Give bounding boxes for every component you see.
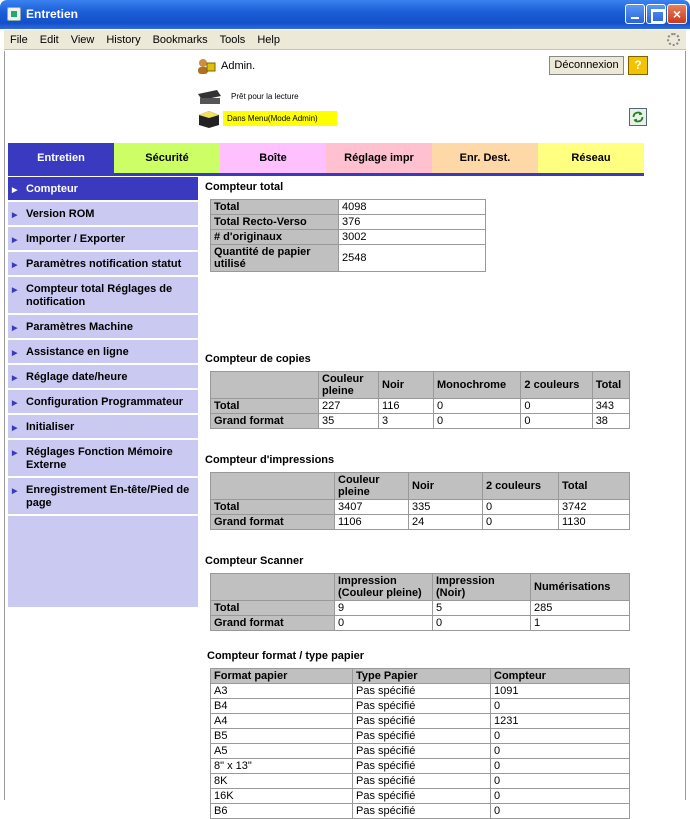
column-header: 2 couleurs: [483, 473, 559, 500]
column-header: Couleur pleine: [319, 372, 379, 399]
tab-securite[interactable]: Sécurité: [114, 143, 220, 173]
cell-value: 4098: [339, 200, 486, 215]
cell-value: 1106: [335, 515, 409, 530]
loading-throbber-icon: [667, 33, 680, 46]
cell-value: 0: [491, 744, 630, 759]
admin-user-icon: [196, 57, 216, 75]
cell-value: 3: [379, 414, 434, 429]
cell-value: 38: [592, 414, 629, 429]
minimize-button[interactable]: [625, 4, 645, 24]
column-header: [211, 574, 335, 601]
column-header: Compteur: [491, 669, 630, 684]
sidebar-item-compteur-notification[interactable]: ▶ Compteur total Réglages de notification: [8, 277, 198, 315]
cell-value: 0: [491, 759, 630, 774]
cell-value: 0: [491, 789, 630, 804]
column-header: Impression (Couleur pleine): [335, 574, 433, 601]
tab-boite[interactable]: Boîte: [220, 143, 326, 173]
tab-entretien[interactable]: Entretien: [8, 143, 114, 173]
cell-value: Pas spécifié: [353, 744, 491, 759]
cell-value: Pas spécifié: [353, 804, 491, 819]
cell-value: Pas spécifié: [353, 789, 491, 804]
cell-value: 0: [521, 399, 592, 414]
total-table: [210, 199, 486, 272]
cell-value: 3407: [335, 500, 409, 515]
cell-value: 343: [592, 399, 629, 414]
menu-view[interactable]: View: [70, 34, 95, 46]
admin-user-label: Admin.: [221, 60, 256, 72]
row-label: Total Recto-Verso: [211, 215, 339, 230]
cell-value: B4: [211, 699, 353, 714]
cell-value: Pas spécifié: [353, 684, 491, 699]
cell-value: Pas spécifié: [353, 714, 491, 729]
column-header: Format papier: [211, 669, 353, 684]
cell-value: 8" x 13": [211, 759, 353, 774]
cell-value: 1: [531, 616, 630, 631]
tab-underline: [8, 173, 644, 176]
tab-enr-dest[interactable]: Enr. Dest.: [432, 143, 538, 173]
menu-file[interactable]: File: [10, 34, 28, 46]
section-title-paper: Compteur format / type papier: [207, 650, 365, 662]
cell-value: 0: [491, 699, 630, 714]
column-header: [211, 473, 335, 500]
cell-value: 16K: [211, 789, 353, 804]
column-header: Total: [592, 372, 629, 399]
cell-value: B5: [211, 729, 353, 744]
cell-value: 116: [379, 399, 434, 414]
row-label: # d'originaux: [211, 230, 339, 245]
cell-value: A5: [211, 744, 353, 759]
table-header-row: [211, 473, 630, 500]
column-header: 2 couleurs: [521, 372, 592, 399]
logout-button[interactable]: Déconnexion: [549, 56, 624, 75]
column-header: [211, 372, 319, 399]
cell-value: B6: [211, 804, 353, 819]
admin-mode-icon: [197, 109, 221, 129]
cell-value: 335: [409, 500, 483, 515]
table-row: [211, 699, 630, 714]
table-row: [211, 774, 630, 789]
table-row: [211, 245, 486, 272]
cell-value: Pas spécifié: [353, 729, 491, 744]
row-label: Total: [211, 399, 319, 414]
printer-icon: [195, 88, 223, 106]
row-label: Grand format: [211, 515, 335, 530]
sidebar-item-entete-pied[interactable]: ▶ Enregistrement En-tête/Pied de page: [8, 478, 198, 516]
cell-value: 1231: [491, 714, 630, 729]
column-header: Numérisations: [531, 574, 630, 601]
row-label: Quantité de papier utilisé: [211, 245, 339, 272]
cell-value: 3742: [559, 500, 630, 515]
main-tabs: [5, 143, 687, 173]
table-row: [211, 515, 630, 530]
column-header: Noir: [409, 473, 483, 500]
table-row: [211, 744, 630, 759]
table-header-row: [211, 372, 630, 399]
tab-reglage-impr[interactable]: Réglage impr: [326, 143, 432, 173]
column-header: Couleur pleine: [335, 473, 409, 500]
column-header: Noir: [379, 372, 434, 399]
cell-value: 376: [339, 215, 486, 230]
section-title-total: Compteur total: [205, 181, 284, 193]
cell-value: A4: [211, 714, 353, 729]
table-row: [211, 215, 486, 230]
table-row: [211, 804, 630, 819]
column-header: Impression (Noir): [433, 574, 531, 601]
menu-edit[interactable]: Edit: [39, 34, 59, 46]
cell-value: 24: [409, 515, 483, 530]
row-label: Grand format: [211, 616, 335, 631]
row-label: Total: [211, 200, 339, 215]
sidebar-item-memoire-externe[interactable]: ▶ Réglages Fonction Mémoire Externe: [8, 440, 198, 478]
table-row: [211, 399, 630, 414]
cell-value: 0: [434, 399, 521, 414]
paper-table: [210, 668, 630, 819]
sidebar-item-importer-exporter[interactable]: ▶ Importer / Exporter: [8, 227, 198, 252]
sidebar-item-compteur[interactable]: ▶ Compteur: [8, 177, 198, 202]
prints-table: [210, 472, 630, 530]
tab-reseau[interactable]: Réseau: [538, 143, 644, 173]
sidebar-item-date-heure[interactable]: ▶ Réglage date/heure: [8, 365, 198, 390]
table-row: [211, 759, 630, 774]
table-row: [211, 714, 630, 729]
menu-bar: [4, 30, 686, 50]
maximize-button[interactable]: [646, 4, 666, 24]
section-title-copies: Compteur de copies: [205, 353, 311, 365]
column-header: Total: [559, 473, 630, 500]
cell-value: 8K: [211, 774, 353, 789]
sidebar-item-assistance[interactable]: ▶ Assistance en ligne: [8, 340, 198, 365]
row-label: Total: [211, 601, 335, 616]
table-row: [211, 601, 630, 616]
table-row: [211, 414, 630, 429]
mode-banner: Dans Menu(Mode Admin): [223, 111, 337, 126]
printer-status: Prêt pour la lecture: [231, 92, 299, 101]
table-row: [211, 729, 630, 744]
window-title: Entretien: [26, 7, 79, 21]
menu-history[interactable]: History: [106, 34, 141, 46]
cell-value: 3002: [339, 230, 486, 245]
sidebar-item-notification-statut[interactable]: ▶ Paramètres notification statut: [8, 252, 198, 277]
app-icon: [7, 7, 21, 21]
sidebar: [8, 177, 198, 607]
row-label: Total: [211, 500, 335, 515]
table-header-row: [211, 669, 630, 684]
copies-table: [210, 371, 630, 429]
table-header-row: [211, 574, 630, 601]
refresh-icon[interactable]: [629, 108, 647, 126]
sidebar-item-programmateur[interactable]: ▶ Configuration Programmateur: [8, 390, 198, 415]
cell-value: 1130: [559, 515, 630, 530]
cell-value: 1091: [491, 684, 630, 699]
cell-value: 0: [491, 729, 630, 744]
menu-tools[interactable]: Tools: [219, 34, 246, 46]
cell-value: 5: [433, 601, 531, 616]
row-label: Grand format: [211, 414, 319, 429]
cell-value: 0: [483, 500, 559, 515]
cell-value: 285: [531, 601, 630, 616]
table-row: [211, 200, 486, 215]
menu-bookmarks[interactable]: Bookmarks: [152, 34, 208, 46]
table-row: [211, 616, 630, 631]
table-row: [211, 500, 630, 515]
sidebar-item-parametres-machine[interactable]: ▶ Paramètres Machine: [8, 315, 198, 340]
cell-value: 0: [483, 515, 559, 530]
cell-value: 227: [319, 399, 379, 414]
sidebar-item-version-rom[interactable]: ▶ Version ROM: [8, 202, 198, 227]
table-row: [211, 684, 630, 699]
menu-help[interactable]: Help: [257, 34, 280, 46]
section-title-prints: Compteur d'impressions: [205, 454, 335, 466]
cell-value: Pas spécifié: [353, 699, 491, 714]
cell-value: A3: [211, 684, 353, 699]
section-title-scanner: Compteur Scanner: [205, 555, 304, 567]
cell-value: 0: [433, 616, 531, 631]
table-row: [211, 789, 630, 804]
column-header: Type Papier: [353, 669, 491, 684]
window-titlebar: [0, 0, 690, 29]
sidebar-item-initialiser[interactable]: ▶ Initialiser: [8, 415, 198, 440]
close-button[interactable]: [667, 4, 687, 24]
table-row: [211, 230, 486, 245]
cell-value: Pas spécifié: [353, 759, 491, 774]
cell-value: 9: [335, 601, 433, 616]
scanner-table: [210, 573, 630, 631]
column-header: Monochrome: [434, 372, 521, 399]
cell-value: 0: [521, 414, 592, 429]
cell-value: 0: [491, 774, 630, 789]
close-icon: ×: [672, 6, 682, 22]
cell-value: 0: [491, 804, 630, 819]
cell-value: 0: [434, 414, 521, 429]
cell-value: 35: [319, 414, 379, 429]
cell-value: 0: [335, 616, 433, 631]
page-frame: [4, 51, 686, 817]
help-button[interactable]: ?: [628, 56, 648, 75]
cell-value: 2548: [339, 245, 486, 272]
cell-value: Pas spécifié: [353, 774, 491, 789]
